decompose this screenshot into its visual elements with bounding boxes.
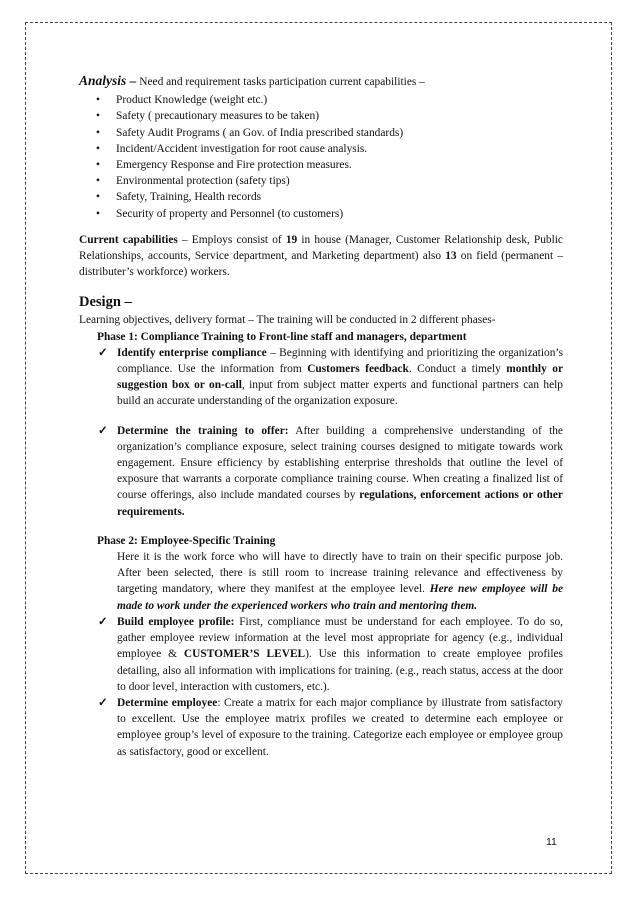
check-item-label: Determine the training to offer:: [117, 424, 289, 437]
list-item: [96, 157, 563, 173]
bullet-text: Safety Audit Programs ( an Gov. of India prescribed standards): [116, 126, 404, 139]
check-item-label: Identify enterprise compliance: [117, 346, 267, 359]
list-item: [96, 141, 563, 157]
bullet-text: Product Knowledge (weight etc.): [116, 94, 268, 107]
checkmark-icon: ✓: [98, 346, 108, 359]
analysis-bullet-list: [79, 92, 563, 222]
bullet-text: Security of property and Personnel (to customers): [116, 207, 344, 220]
spacer: [79, 520, 563, 533]
field-worker-count: 13: [445, 250, 457, 263]
text-run: . Conduct a timely: [408, 363, 507, 376]
check-item-label: Build employee profile:: [117, 615, 235, 628]
page-number: 11: [546, 836, 557, 848]
current-capabilities-label: Current capabilities: [79, 233, 178, 246]
phase-1-heading: Phase 1: Compliance Training to Front-line staff and managers, department: [97, 330, 467, 343]
analysis-line: [79, 73, 563, 90]
check-item-identify-compliance: [97, 345, 563, 410]
bullet-icon: •: [96, 142, 100, 155]
check-item-label: Determine employee: [117, 696, 218, 709]
text-run: First, compliance must be understand for each employee. To do so, gather employee review information at the level most appropriate for agency (e.g., individual employee &: [117, 615, 563, 661]
bullet-icon: •: [96, 126, 100, 139]
bold-text: CUSTOMER’S LEVEL: [183, 648, 306, 661]
text-run: – Beginning with identifying and prioritizing the organization’s compliance. Use the information from: [117, 346, 563, 376]
bullet-icon: •: [96, 159, 100, 172]
phase-2-paragraph: [117, 549, 563, 614]
current-capabilities-paragraph: [79, 232, 563, 281]
bullet-text: Safety, Training, Health records: [116, 191, 262, 204]
check-item-determine-training: [97, 423, 563, 520]
phase-2-heading: Phase 2: Employee-Specific Training: [97, 534, 276, 547]
list-item: [96, 125, 563, 141]
analysis-intro: Need and requirement tasks participation current capabilities –: [136, 76, 425, 88]
bullet-icon: •: [96, 207, 100, 220]
list-item: [96, 189, 563, 205]
checkmark-icon: ✓: [98, 424, 108, 437]
text-run: – Employs consist of: [177, 233, 286, 246]
bullet-text: Emergency Response and Fire protection measures.: [116, 159, 352, 172]
text-run: : Create a matrix for each major compliance by illustrate from satisfactory to excellent. Use the employee matrix profiles we created to determine each employee or employee group’s level of exposure to the training. Categorize each employee or employee group as satisfactory, good or excellent.: [117, 696, 563, 758]
bullet-text: Environmental protection (safety tips): [116, 175, 290, 188]
bold-text: monthly or suggestion box or on-call: [117, 363, 563, 392]
checkmark-icon: ✓: [98, 696, 108, 709]
check-item-build-profile: [97, 614, 563, 695]
bold-text: Customers feedback: [307, 363, 409, 376]
list-item: [96, 108, 563, 124]
bullet-text: Safety ( precautionary measures to be taken): [116, 110, 320, 123]
list-item: [96, 173, 563, 189]
text-run: ). Use this information to create employee profiles detailing, also all information with implications for training. (e.g., reach status, access at the door to door level, interaction with customers, etc.).: [117, 648, 563, 693]
design-heading: Design –: [79, 294, 132, 311]
emphasis-text: Here new employee will be made to work under the experienced workers who train and mentoring them.: [117, 583, 563, 612]
bullet-icon: •: [96, 94, 100, 107]
text-run: on field (permanent – distributer’s workforce) workers.: [79, 250, 564, 279]
design-intro: Learning objectives, delivery format – The training will be conducted in 2 different phases-: [79, 314, 496, 327]
list-item: [96, 92, 563, 108]
document-body: [79, 73, 563, 760]
checkmark-icon: ✓: [98, 615, 108, 628]
bold-text: regulations, enforcement actions or other requirements.: [117, 489, 563, 518]
bullet-icon: •: [96, 175, 100, 188]
bullet-text: Incident/Accident investigation for root cause analysis.: [116, 142, 368, 155]
analysis-heading: Analysis –: [79, 73, 137, 88]
spacer: [79, 410, 563, 423]
text-run: After building a comprehensive understanding of the organization’s compliance exposure, select training courses designed to mitigate towards work engagement. Ensure efficiency by establishing enterprise thresholds that outline the level of exposure that warrants a corporate compliance training course. When creating a finalized list of course offerings, also include mandated courses by: [117, 424, 563, 502]
check-item-determine-employee: [97, 695, 563, 760]
text-run: , input from subject matter experts and functional partners can help build an accurate understanding of the organization exposure.: [117, 379, 563, 408]
text-run: in house (Manager, Customer Relationship desk, Public Relationships, accounts, Service department, and Marketing department) also: [79, 233, 563, 263]
in-house-count: 19: [285, 233, 298, 246]
bullet-icon: •: [96, 110, 100, 123]
list-item: [96, 206, 563, 222]
bullet-icon: •: [96, 191, 100, 204]
text-run: Here it is the work force who will have to directly have to train on their specific purpose job. After been selected, there is still room to increase training relevance and effectiveness by targeting mandatory, where they manifest at the employee level.: [117, 551, 563, 596]
